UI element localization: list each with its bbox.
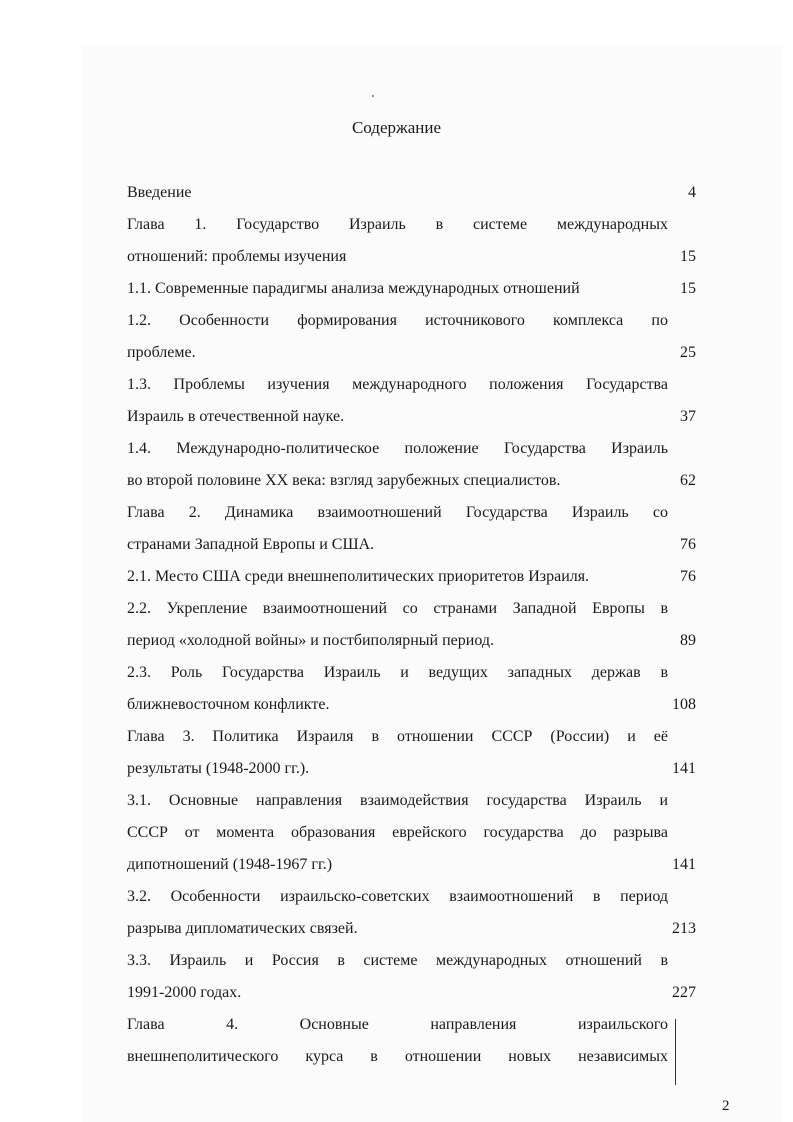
toc-line <box>127 241 707 273</box>
toc-line-text: Глава 1. Государство Израиль в системе международных <box>127 216 668 233</box>
toc-line <box>127 273 707 305</box>
toc-entry <box>127 433 707 497</box>
toc-line-text: период «холодной войны» и постбиполярный период. <box>127 632 494 649</box>
toc-entry <box>127 209 707 273</box>
toc-line-text: Глава 2. Динамика взаимоотношений Государства Израиль со <box>127 504 668 521</box>
toc-entry <box>127 561 707 593</box>
toc-line <box>127 689 707 721</box>
toc-page-number: 213 <box>672 920 696 937</box>
toc-line <box>127 529 707 561</box>
toc-entry <box>127 593 707 657</box>
toc-line-text: 1.2. Особенности формирования источникового комплекса по <box>127 312 668 329</box>
toc-entry <box>127 657 707 721</box>
toc-page-number: 37 <box>680 408 696 425</box>
toc-line-text: 1991-2000 годах. <box>127 984 242 1001</box>
toc-page-number: 15 <box>680 248 696 265</box>
toc-entry <box>127 273 707 305</box>
toc-line <box>127 401 707 433</box>
toc-entry <box>127 945 707 1009</box>
toc-entry <box>127 721 707 785</box>
toc-page-number: 141 <box>672 856 696 873</box>
toc-line <box>127 433 707 465</box>
toc-line <box>127 881 707 913</box>
toc-line <box>127 721 707 753</box>
toc-line-text: во второй половине XX века: взгляд зарубежных специалистов. <box>127 472 561 489</box>
toc-line-text: результаты (1948-2000 гг.). <box>127 760 310 777</box>
toc-line <box>127 465 707 497</box>
toc-line-text: отношений: проблемы изучения <box>127 248 347 265</box>
toc-page-number: 108 <box>672 696 696 713</box>
toc-page-number: 62 <box>680 472 696 489</box>
toc-line-text: ближневосточном конфликте. <box>127 696 330 713</box>
toc-line <box>127 785 707 817</box>
toc-line <box>127 1009 707 1041</box>
toc-entry <box>127 497 707 561</box>
toc-line-text: Глава 3. Политика Израиля в отношении СССР (России) и её <box>127 728 668 745</box>
margin-line <box>675 1019 676 1085</box>
toc-page-number: 76 <box>680 568 696 585</box>
toc-line-text: 1.1. Современные парадигмы анализа международных отношений <box>127 280 580 297</box>
toc-page-number: 227 <box>672 984 696 1001</box>
toc-line <box>127 753 707 785</box>
toc-line-text: 1.3. Проблемы изучения международного положения Государства <box>127 376 668 393</box>
toc-line-text: 2.2. Укрепление взаимоотношений со странами Западной Европы в <box>127 600 668 617</box>
toc-page-number: 15 <box>680 280 696 297</box>
toc-page-number: 89 <box>680 632 696 649</box>
toc-line <box>127 945 707 977</box>
toc-entry <box>127 881 707 945</box>
toc-line-text: СССР от момента образования еврейского государства до разрыва <box>127 824 668 841</box>
toc-page-number: 25 <box>680 344 696 361</box>
page-title: Содержание <box>351 118 442 137</box>
toc-line-text: проблеме. <box>127 344 196 361</box>
toc-line <box>127 337 707 369</box>
toc-line <box>127 497 707 529</box>
toc-page-number: 4 <box>688 184 696 201</box>
toc-page-number: 76 <box>680 536 696 553</box>
toc-line-text: 3.1. Основные направления взаимодействия государства Израиль и <box>127 792 668 809</box>
toc-line <box>127 625 707 657</box>
toc-line-text: разрыва дипломатических связей. <box>127 920 358 937</box>
toc-line <box>127 977 707 1009</box>
toc-entry <box>127 177 707 209</box>
toc-line <box>127 657 707 689</box>
toc-page-number: 141 <box>672 760 696 777</box>
toc-line-text: 1.4. Международно-политическое положение Государства Израиль <box>127 440 668 457</box>
toc-line <box>127 561 707 593</box>
toc-line <box>127 593 707 625</box>
toc-line <box>127 305 707 337</box>
toc-line-text: 3.3. Израиль и Россия в системе международных отношений в <box>127 952 668 969</box>
toc-entry <box>127 785 707 881</box>
toc-entry <box>127 1009 707 1073</box>
toc-line-text: странами Западной Европы и США. <box>127 536 375 553</box>
toc-line-text: Глава 4. Основные направления израильского <box>127 1016 668 1033</box>
toc-line-text: внешнеполитического курса в отношении новых независимых <box>127 1048 668 1065</box>
toc-line <box>127 849 707 881</box>
toc-line-text: Введение <box>127 184 192 201</box>
toc-line <box>127 913 707 945</box>
toc-line <box>127 817 707 849</box>
toc-line <box>127 369 707 401</box>
toc-entry <box>127 369 707 433</box>
page-number: 2 <box>722 1098 730 1114</box>
toc-line-text: дипотношений (1948-1967 гг.) <box>127 856 333 873</box>
toc-line <box>127 1041 707 1073</box>
toc-entry <box>127 305 707 369</box>
toc-line <box>127 177 707 209</box>
toc-line <box>127 209 707 241</box>
toc-line-text: 3.2. Особенности израильско-советских взаимоотношений в период <box>127 888 668 905</box>
toc-line-text: Израиль в отечественной науке. <box>127 408 345 425</box>
toc-line-text: 2.1. Место США среди внешнеполитических приоритетов Израиля. <box>127 568 590 585</box>
toc-line-text: 2.3. Роль Государства Израиль и ведущих западных держав в <box>127 664 668 681</box>
